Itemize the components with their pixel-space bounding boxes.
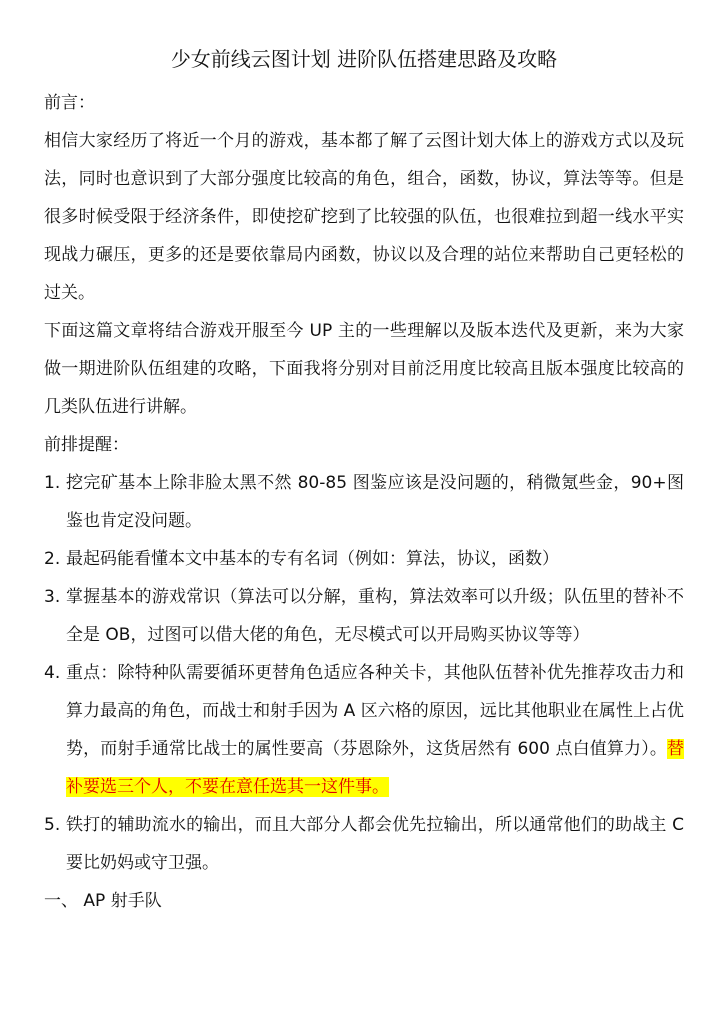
list-item bbox=[44, 540, 684, 578]
list-number: 3. bbox=[44, 587, 61, 607]
highlighted-note: 替补要选三个人，不要在意任选其一这件事。 bbox=[66, 739, 684, 797]
list-text: 重点：除特种队需要循环更替角色适应各种关卡，其他队伍替补优先推荐攻击力和算力最高的角色，而战士和射手因为 A 区六格的原因，远比其他职业在属性上占优势，而射手通常比战士的属性要高（芬恩除外，这货居然有 600 点白值算力）。 bbox=[66, 663, 684, 759]
list-text-with-highlight bbox=[66, 654, 684, 806]
list-number: 5. bbox=[44, 815, 61, 835]
page-title: 少女前线云图计划 进阶队伍搭建思路及攻略 bbox=[170, 47, 558, 71]
list-item bbox=[44, 464, 684, 540]
list-item bbox=[44, 806, 684, 882]
list-text: 挖完矿基本上除非脸太黑不然 80-85 图鉴应该是没问题的，稍微氪些金，90+图鉴也肯定没问题。 bbox=[66, 473, 684, 531]
list-number: 2. bbox=[44, 549, 61, 569]
list-number: 1. bbox=[44, 473, 61, 493]
list-number: 4. bbox=[44, 663, 61, 683]
list-item bbox=[44, 578, 684, 654]
list-text: 最起码能看懂本文中基本的专有名词（例如：算法，协议，函数） bbox=[66, 549, 559, 569]
paragraph-overview: 下面这篇文章将结合游戏开服至今 UP 主的一些理解以及版本迭代及更新，来为大家做一期进阶队伍组建的攻略，下面我将分别对目前泛用度比较高且版本强度比较高的几类队伍进行讲解。 bbox=[44, 321, 684, 417]
list-item bbox=[44, 654, 684, 806]
reminder-heading: 前排提醒： bbox=[44, 435, 129, 455]
paragraph-intro: 相信大家经历了将近一个月的游戏，基本都了解了云图计划大体上的游戏方式以及玩法，同时也意识到了大部分强度比较高的角色，组合，函数，协议，算法等等。但是很多时候受限于经济条件，即使挖矿挖到了比较强的队伍，也很难拉到超一线水平实现战力碾压，更多的还是要依靠局内函数，协议以及合理的站位来帮助自己更轻松的过关。 bbox=[44, 131, 684, 303]
section-heading: 一、 AP 射手队 bbox=[44, 891, 162, 911]
list-text: 铁打的辅助流水的输出，而且大部分人都会优先拉输出，所以通常他们的助战主 C 要比奶妈或守卫强。 bbox=[66, 815, 684, 873]
preface-heading: 前言： bbox=[44, 93, 95, 113]
reminder-list bbox=[44, 464, 684, 882]
list-text: 掌握基本的游戏常识（算法可以分解，重构，算法效率可以升级；队伍里的替补不全是 OB，过图可以借大佬的角色，无尽模式可以开局购买协议等等） bbox=[66, 587, 684, 645]
